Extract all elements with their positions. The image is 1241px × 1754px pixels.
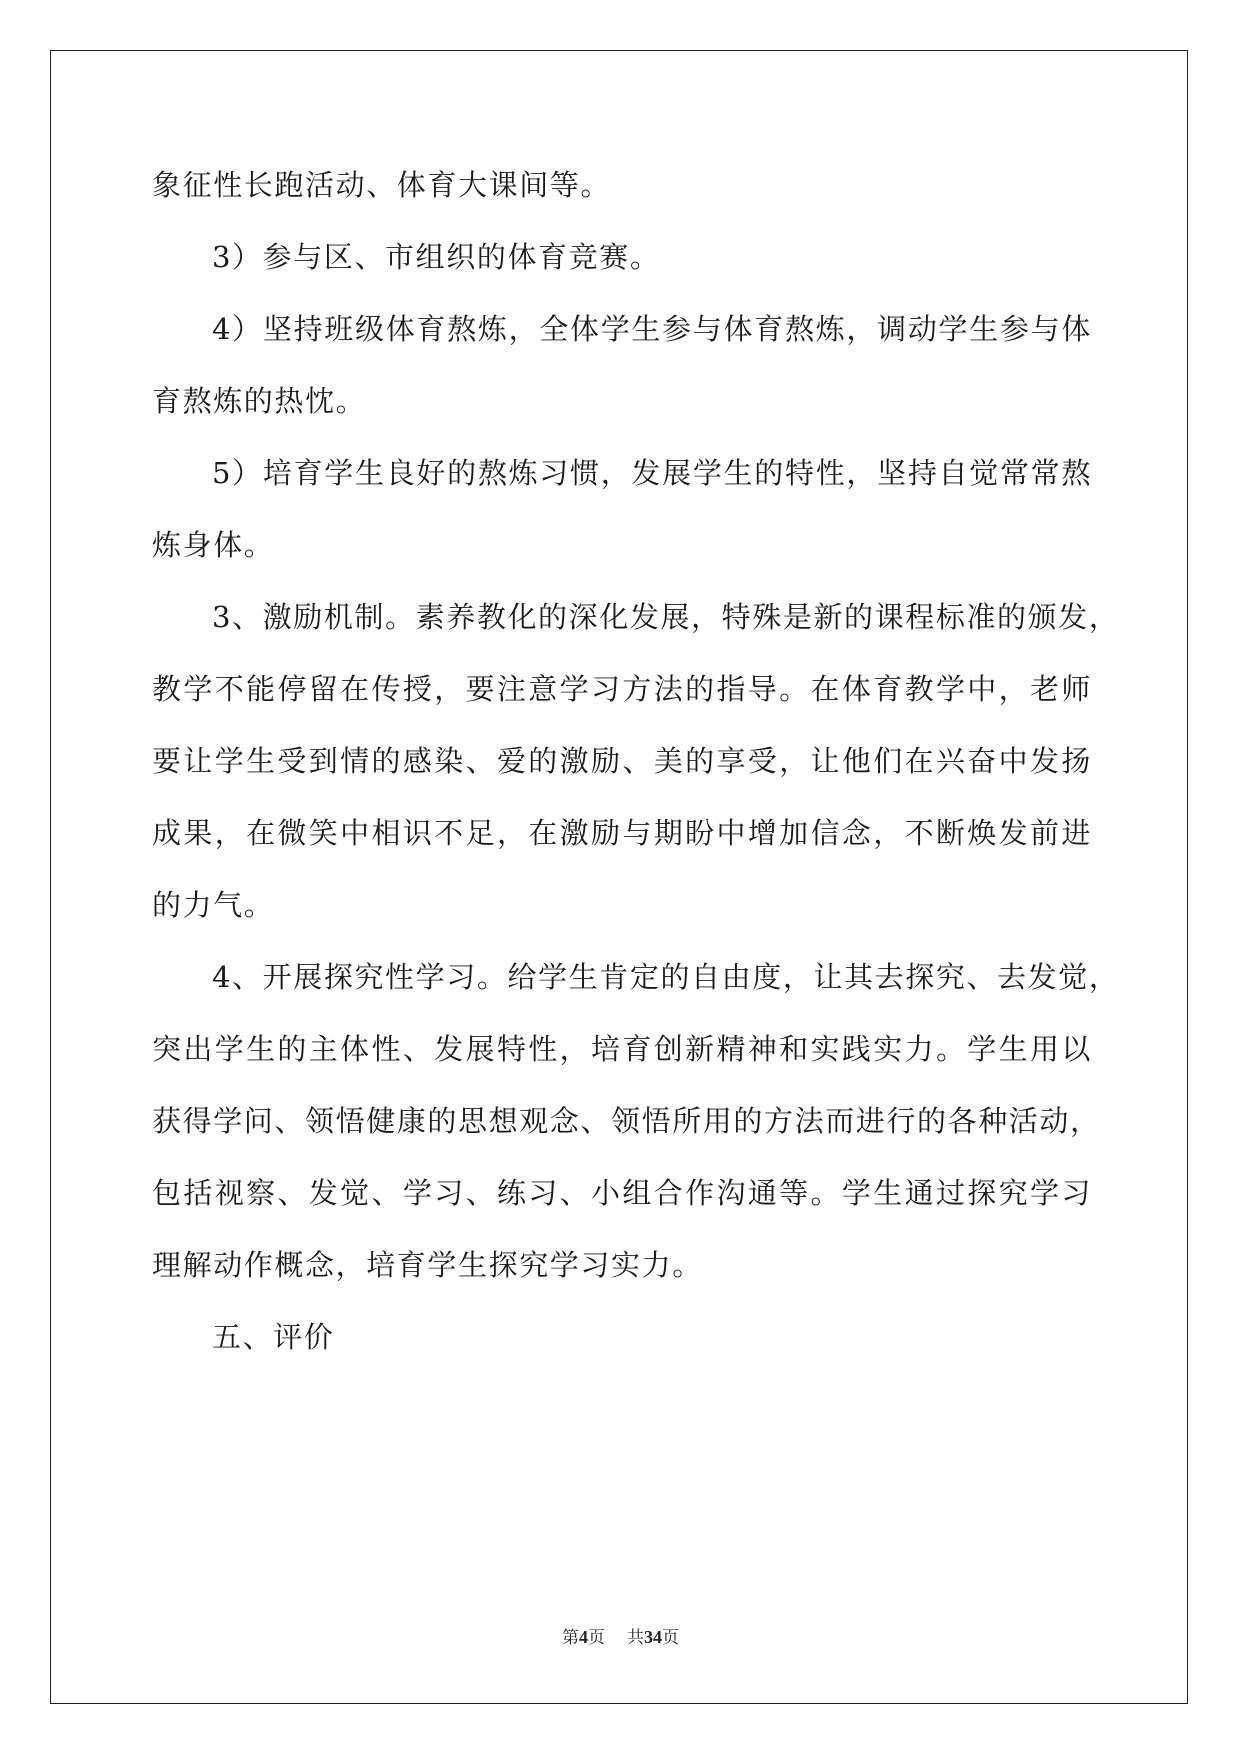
total-prefix: 共 xyxy=(627,1628,644,1647)
total-pages: 34 xyxy=(644,1627,662,1647)
text-line: 5）培育学生良好的熬炼习惯，发展学生的特性，坚持自觉常常熬 xyxy=(212,456,1092,490)
text-line: 理解动作概念，培育学生探究学习实力。 xyxy=(152,1248,703,1282)
text-line: 突出学生的主体性、发展特性，培育创新精神和实践实力。学生用以 xyxy=(152,1032,1092,1066)
page-number: 4 xyxy=(579,1627,588,1647)
text-line: 获得学问、领悟健康的思想观念、领悟所用的方法而进行的各种活动， xyxy=(152,1104,1101,1138)
page-prefix: 第 xyxy=(562,1628,579,1647)
text-line: 的力气。 xyxy=(152,888,275,922)
text-line: 3）参与区、市组织的体育竞赛。 xyxy=(212,240,661,274)
total-suffix: 页 xyxy=(662,1628,679,1647)
text-line: 象征性长跑活动、体育大课间等。 xyxy=(152,168,612,202)
text-line: 育熬炼的热忱。 xyxy=(152,384,367,418)
page-footer xyxy=(0,1623,1241,1648)
text-line: 3、激励机制。素养教化的深化发展，特殊是新的课程标准的颁发， xyxy=(212,600,1120,634)
text-line: 要让学生受到情的感染、爱的激励、美的享受，让他们在兴奋中发扬 xyxy=(152,744,1092,778)
text-line: 4）坚持班级体育熬炼，全体学生参与体育熬炼，调动学生参与体 xyxy=(212,312,1092,346)
text-line: 包括视察、发觉、学习、练习、小组合作沟通等。学生通过探究学习 xyxy=(152,1176,1092,1210)
text-line: 4、开展探究性学习。给学生肯定的自由度，让其去探究、去发觉， xyxy=(212,960,1120,994)
text-line: 教学不能停留在传授，要注意学习方法的指导。在体育教学中，老师 xyxy=(152,672,1092,706)
page-suffix: 页 xyxy=(588,1628,605,1647)
text-line: 炼身体。 xyxy=(152,528,275,562)
page-border xyxy=(50,50,1188,1704)
text-line: 成果，在微笑中相识不足，在激励与期盼中增加信念，不断焕发前进 xyxy=(152,816,1092,850)
section-heading: 五、评价 xyxy=(212,1320,335,1354)
